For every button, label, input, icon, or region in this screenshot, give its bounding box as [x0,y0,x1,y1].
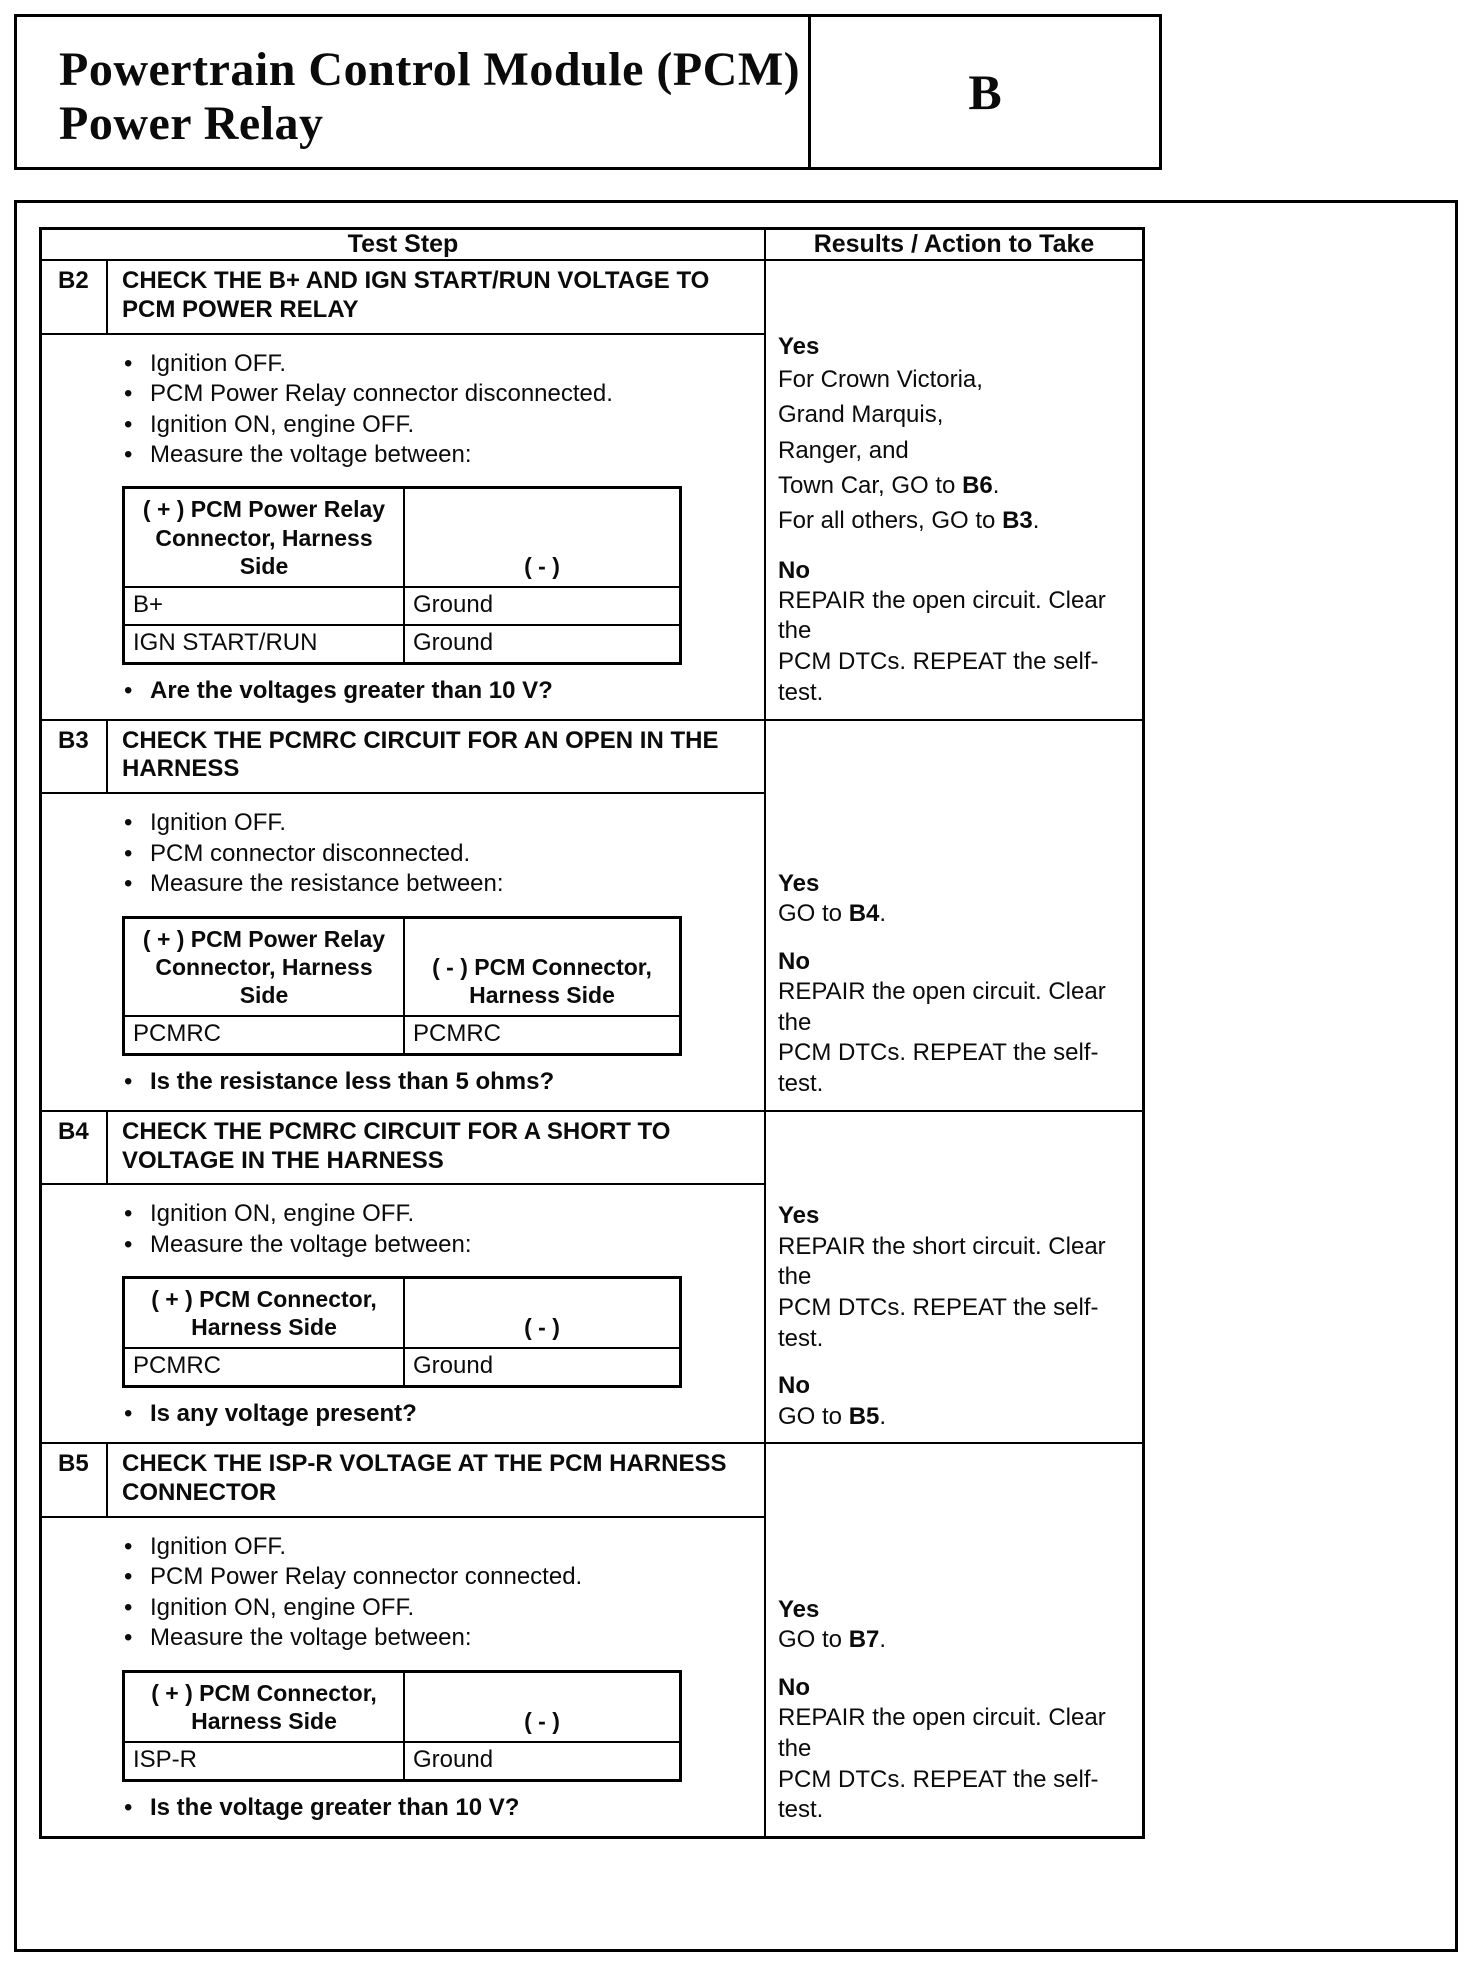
procedure-item: • Measure the resistance between: [120,869,748,899]
results-cell [765,1111,1144,1444]
result-text: . [1032,507,1040,535]
measurement-col-positive: ( + ) PCM Power Relay Connector, Harness Side [124,917,405,1016]
result-line [778,503,1136,538]
result-yes-label: Yes [778,333,820,361]
result-line: For Crown Victoria, [778,366,983,394]
measurement-table [122,1276,682,1388]
measurement-header-row [124,917,681,1016]
result-line: REPAIR the open circuit. Clear the [778,977,1106,1036]
measurement-negative: Ground [404,587,681,625]
measurement-row [124,587,681,625]
measurement-table [122,486,682,664]
measurement-row [124,1016,681,1055]
result-line: REPAIR the short circuit. Clear the [778,1232,1106,1291]
measurement-header-row [124,1278,681,1349]
result-yes-label: Yes [778,869,820,897]
measurement-negative: PCMRC [404,1016,681,1055]
step-question: • Is the voltage greater than 10 V? [120,1794,748,1822]
step-header [42,261,764,335]
measurement-positive: PCMRC [124,1016,405,1055]
result-line: REPAIR the open circuit. Clear the [778,586,1106,645]
measurement-col-negative: ( - ) [404,1278,681,1349]
measurement-table [122,916,682,1056]
result-text: . [992,472,1000,500]
measurement-col-positive: ( + ) PCM Power Relay Connector, Harness Side [124,488,405,587]
measurement-header-row [124,488,681,587]
page-title-cell [17,17,808,167]
result-line: Grand Marquis, [778,401,944,429]
measurement-positive: B+ [124,587,405,625]
result-no-label: No [778,1673,810,1701]
procedure-item: • PCM Power Relay connector disconnected. [120,379,748,409]
test-step-cell [41,1111,766,1444]
result-step-ref: B5 [848,1402,880,1430]
results-cell [765,260,1144,720]
step-header [42,1112,764,1186]
test-step-cell [41,1443,766,1837]
step-title: CHECK THE PCMRC CIRCUIT FOR A SHORT TO VOLTAGE IN THE HARNESS [122,1117,671,1174]
page-title-line2: Power Relay [59,96,324,150]
result-line: REPAIR the open circuit. Clear the [778,1704,1106,1762]
procedure-item: • PCM Power Relay connector connected. [120,1562,748,1592]
diagnostic-table-container [14,200,1458,1952]
result-no-label: No [778,1372,810,1400]
procedure-item: • Ignition OFF. [120,808,748,838]
step-body [42,1518,764,1836]
procedure-item: • Ignition ON, engine OFF. [120,410,748,440]
measurement-negative: Ground [404,1348,681,1387]
measurement-header-row [124,1671,681,1742]
step-title: CHECK THE ISP-R VOLTAGE AT THE PCM HARNESS CONNECTOR [122,1450,727,1507]
test-step-cell [41,720,766,1111]
result-line: PCM DTCs. REPEAT the self-test. [778,648,1099,706]
page-header [14,14,1162,170]
result-no-label: No [778,947,810,975]
result-text: . [879,1626,887,1654]
result-line: Ranger, and [778,436,909,464]
test-step-cell [41,260,766,720]
measurement-table [122,1670,682,1782]
procedure-item: • Measure the voltage between: [120,1230,748,1260]
step-header [42,721,764,795]
result-text: . [879,1402,887,1430]
measurement-col-negative: ( - ) [404,1671,681,1742]
procedure-list [120,1532,748,1654]
result-text: GO to [778,899,849,927]
step-id: B2 [42,261,108,333]
page-title-line1: Powertrain Control Module (PCM) [59,43,801,96]
section-letter-cell [808,17,1159,167]
procedure-item: • PCM connector disconnected. [120,839,748,869]
step-question: • Is any voltage present? [120,1400,748,1428]
test-step-row-b5 [41,1443,1144,1837]
step-header [42,1444,764,1518]
measurement-row [124,625,681,664]
measurement-col-positive: ( + ) PCM Connector, Harness Side [124,1671,405,1742]
step-body [42,335,764,719]
measurement-positive: IGN START/RUN [124,625,405,664]
diagnostic-table [39,227,1145,1839]
column-header-test-step: Test Step [41,229,766,261]
result-text: Town Car, GO to [778,472,963,500]
procedure-list [120,808,748,899]
step-title: CHECK THE PCMRC CIRCUIT FOR AN OPEN IN THE HARNESS [122,726,719,783]
result-step-ref: B7 [848,1626,880,1654]
step-id: B3 [42,721,108,793]
procedure-item: • Measure the voltage between: [120,440,748,470]
step-body [42,794,764,1110]
step-question: • Are the voltages greater than 10 V? [120,677,748,705]
result-line [778,1625,1136,1656]
procedure-list [120,1199,748,1260]
test-step-row-b3 [41,720,1144,1111]
step-question: • Is the resistance less than 5 ohms? [120,1068,748,1096]
procedure-item: • Ignition ON, engine OFF. [120,1199,748,1229]
measurement-positive: PCMRC [124,1348,405,1387]
results-cell [765,1443,1144,1837]
result-text: For all others, GO to [778,507,1003,535]
measurement-col-negative: ( - ) [404,488,681,587]
result-line [778,899,1136,930]
result-no-label: No [778,556,810,584]
test-step-row-b2 [41,260,1144,720]
result-line [778,468,1136,503]
procedure-item: • Ignition ON, engine OFF. [120,1593,748,1623]
procedure-list [120,349,748,471]
result-yes-label: Yes [778,1595,820,1623]
step-title: CHECK THE B+ AND IGN START/RUN VOLTAGE TO PCM POWER RELAY [122,267,710,323]
measurement-row [124,1348,681,1387]
step-id: B5 [42,1444,108,1516]
measurement-negative: Ground [404,1742,681,1781]
result-text: . [879,899,887,927]
result-yes-label: Yes [778,1202,820,1230]
column-header-results: Results / Action to Take [765,229,1144,261]
procedure-item: • Ignition OFF. [120,349,748,379]
measurement-negative: Ground [404,625,681,664]
procedure-item: • Measure the voltage between: [120,1623,748,1653]
step-body [42,1185,764,1442]
measurement-positive: ISP-R [124,1742,405,1781]
procedure-item: • Ignition OFF. [120,1532,748,1562]
result-text: GO to [778,1626,849,1654]
result-step-ref: B6 [962,472,993,500]
measurement-col-positive: ( + ) PCM Connector, Harness Side [124,1278,405,1349]
result-line [778,1402,1136,1433]
results-cell [765,720,1144,1111]
section-letter: B [968,64,1002,120]
result-line: PCM DTCs. REPEAT the self-test. [778,1039,1099,1098]
page-title [59,43,808,151]
result-line: PCM DTCs. REPEAT the self-test. [778,1294,1099,1352]
test-step-row-b4 [41,1111,1144,1444]
result-step-ref: B4 [848,899,880,927]
result-line: PCM DTCs. REPEAT the self-test. [778,1765,1099,1824]
result-text: GO to [778,1402,849,1430]
measurement-row [124,1742,681,1781]
table-header-row [41,229,1144,261]
step-id: B4 [42,1112,108,1184]
measurement-col-negative: ( - ) PCM Connector, Harness Side [404,917,681,1016]
result-step-ref: B3 [1002,507,1033,535]
